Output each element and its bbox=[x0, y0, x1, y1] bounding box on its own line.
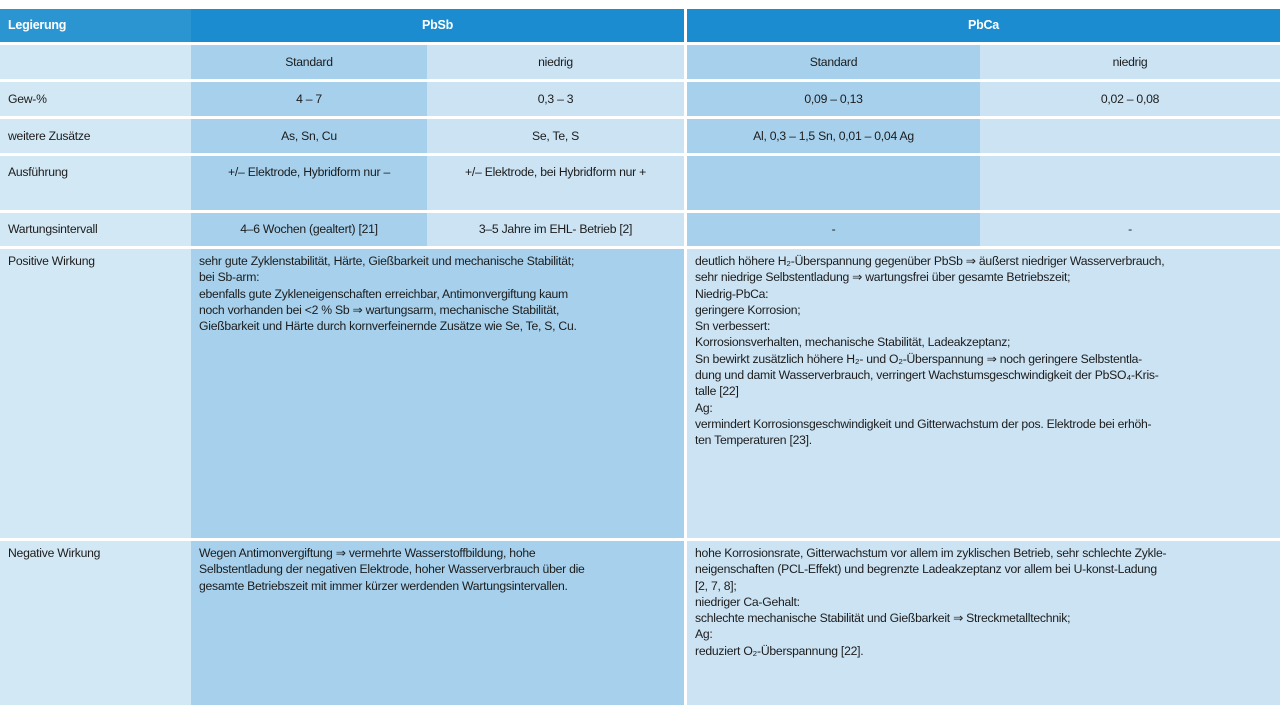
row-label: weitere Zusätze bbox=[0, 119, 191, 153]
row-label: Negative Wirkung bbox=[0, 541, 191, 705]
subheader-pbca-niedrig: niedrig bbox=[980, 45, 1280, 79]
table-cell: +/– Elektrode, bei Hybridform nur + bbox=[427, 156, 684, 210]
text-line: talle [22] bbox=[695, 384, 739, 399]
row-label: Positive Wirkung bbox=[0, 249, 191, 538]
text-line: [2, 7, 8]; bbox=[695, 578, 737, 593]
subheader-row bbox=[0, 45, 1280, 79]
text-line: bei Sb-arm: bbox=[199, 270, 260, 285]
subheader-pbsb-niedrig: niedrig bbox=[427, 45, 684, 79]
text-line: dung und damit Wasserverbrauch, verringert Wachstumsgeschwindigkeit der PbSO₄-Kris- bbox=[695, 368, 1159, 383]
header-label-legierung: Legierung bbox=[0, 9, 191, 42]
header-group-pbca: PbCa bbox=[684, 9, 1280, 42]
text-line: ebenfalls gute Zykleneigenschaften erreichbar, Antimonvergiftung kaum bbox=[199, 286, 568, 301]
text-line: noch vorhanden bei <2 % Sb ⇒ wartungsarm, mechanische Stabilität, bbox=[199, 302, 560, 317]
row-label: Ausführung bbox=[0, 156, 191, 210]
text-line: deutlich höhere H₂-Überspannung gegenüber PbSb ⇒ äußerst niedriger Wasserverbrauch, bbox=[695, 254, 1165, 268]
text-line: gesamte Betriebszeit mit immer kürzer werdenden Wartungsintervallen. bbox=[199, 578, 568, 593]
table-cell: 0,09 – 0,13 bbox=[684, 82, 980, 116]
table-cell bbox=[980, 119, 1280, 153]
header-group-pbsb: PbSb bbox=[191, 9, 684, 42]
text-line: Korrosionsverhalten, mechanische Stabilität, Ladeakzeptanz; bbox=[695, 335, 1011, 350]
text-line: schlechte mechanische Stabilität und Gießbarkeit ⇒ Streckmetalltechnik; bbox=[695, 611, 1071, 626]
table-cell bbox=[684, 156, 980, 210]
table-cell: As, Sn, Cu bbox=[191, 119, 427, 153]
text-line: sehr gute Zyklenstabilität, Härte, Gießbarkeit und mechanische Stabilität; bbox=[199, 254, 575, 268]
text-line: Ag: bbox=[695, 400, 713, 415]
table-cell: 0,02 – 0,08 bbox=[980, 82, 1280, 116]
text-line: Niedrig-PbCa: bbox=[695, 286, 769, 301]
negative-pbsb-text bbox=[191, 541, 684, 705]
table-cell: 4 – 7 bbox=[191, 82, 427, 116]
row-label bbox=[0, 45, 191, 79]
table-cell: 4–6 Wochen (gealtert) [21] bbox=[191, 213, 427, 246]
table-cell: +/– Elektrode, Hybridform nur – bbox=[191, 156, 427, 210]
text-line: Selbstentladung der negativen Elektrode, hoher Wasserverbrauch über die bbox=[199, 562, 585, 577]
text-line: Sn verbessert: bbox=[695, 319, 771, 334]
positive-pbca-text bbox=[684, 249, 1280, 538]
subheader-pbsb-standard: Standard bbox=[191, 45, 427, 79]
table-cell bbox=[980, 156, 1280, 210]
text-line: vermindert Korrosionsgeschwindigkeit und Gitterwachstum der pos. Elektrode bei erhöh- bbox=[695, 416, 1152, 431]
text-line: Sn bewirkt zusätzlich höhere H₂- und O₂-Überspannung ⇒ noch geringere Selbstentla- bbox=[695, 351, 1142, 366]
text-line: Ag: bbox=[695, 627, 713, 642]
table-cell: - bbox=[684, 213, 980, 246]
text-line: niedriger Ca-Gehalt: bbox=[695, 594, 800, 609]
table-cell: 0,3 – 3 bbox=[427, 82, 684, 116]
subheader-pbca-standard: Standard bbox=[684, 45, 980, 79]
text-line: neigenschaften (PCL-Effekt) und begrenzte Ladeakzeptanz vor allem bei U-konst-Ladung bbox=[695, 562, 1157, 577]
table-row-negativ bbox=[0, 541, 1280, 705]
alloy-comparison-table bbox=[0, 6, 1280, 708]
table-row-ausfuehrung bbox=[0, 156, 1280, 210]
text-line: geringere Korrosion; bbox=[695, 302, 801, 317]
positive-pbsb-text bbox=[191, 249, 684, 538]
table-cell: Se, Te, S bbox=[427, 119, 684, 153]
text-line: reduziert O₂-Überspannung [22]. bbox=[695, 643, 864, 658]
table-row-positiv bbox=[0, 249, 1280, 538]
negative-pbca-text bbox=[684, 541, 1280, 705]
table-cell: - bbox=[980, 213, 1280, 246]
table-row-zusaetze bbox=[0, 119, 1280, 153]
header-row bbox=[0, 9, 1280, 42]
text-line: Gießbarkeit und Härte durch kornverfeinernde Zusätze wie Se, Te, S, Cu. bbox=[199, 319, 577, 334]
table-row-wartung bbox=[0, 213, 1280, 246]
row-label: Gew-% bbox=[0, 82, 191, 116]
text-line: ten Temperaturen [23]. bbox=[695, 433, 812, 448]
table-row-gew bbox=[0, 82, 1280, 116]
table-cell: Al, 0,3 – 1,5 Sn, 0,01 – 0,04 Ag bbox=[684, 119, 980, 153]
text-line: Wegen Antimonvergiftung ⇒ vermehrte Wasserstoffbildung, hohe bbox=[199, 546, 536, 560]
text-line: hohe Korrosionsrate, Gitterwachstum vor allem im zyklischen Betrieb, sehr schlechte Zykle- bbox=[695, 546, 1167, 560]
row-label: Wartungsintervall bbox=[0, 213, 191, 246]
table-cell: 3–5 Jahre im EHL- Betrieb [2] bbox=[427, 213, 684, 246]
text-line: sehr niedrige Selbstentladung ⇒ wartungsfrei über gesamte Betriebszeit; bbox=[695, 270, 1071, 285]
